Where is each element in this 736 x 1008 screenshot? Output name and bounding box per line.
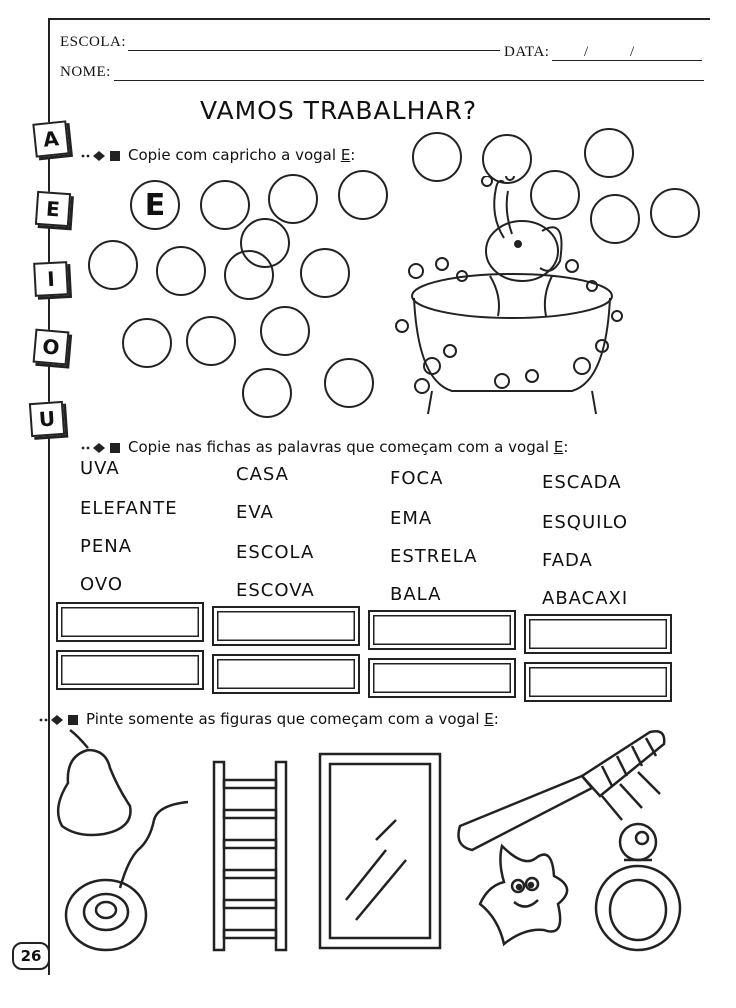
instruction-copy-words: Copie nas fichas as palavras que começam com a vogal E: [80,438,568,456]
copy-circle[interactable] [412,132,462,182]
answer-slot[interactable] [368,658,516,698]
word: PENA [80,536,133,557]
vowel-card-e: E [35,191,71,227]
answer-slot[interactable] [212,606,360,646]
bullet-icon [80,441,124,455]
word: EMA [390,508,433,529]
school-field[interactable] [128,50,500,51]
word: UVA [80,458,120,479]
word: ESCADA [542,472,622,493]
mirror-figure[interactable] [316,750,444,952]
instruction-paint-figures: Pinte somente as figuras que começam com a vogal E: [38,710,499,728]
copy-circle[interactable] [200,180,250,230]
vowel-highlight: E [553,438,564,456]
answer-slot[interactable] [56,650,204,690]
instruction-copy-vowel: Copie com capricho a vogal E: [80,146,355,164]
page-number: 26 [12,942,50,970]
answer-slot[interactable] [524,662,672,702]
copy-circle[interactable] [156,246,206,296]
vowel-highlight: E [340,146,351,164]
page-title: VAMOS TRABALHAR? [200,96,478,125]
copy-circle[interactable] [338,170,388,220]
copy-circle[interactable] [224,250,274,300]
star-figure[interactable] [474,838,584,950]
word: ESQUILO [542,512,629,533]
name-field[interactable] [114,80,704,81]
answer-slot[interactable] [368,610,516,650]
copy-circle[interactable] [324,358,374,408]
vowel-card-i: I [33,261,69,297]
answer-slot[interactable] [212,654,360,694]
word: ELEFANTE [80,498,178,519]
copy-circle[interactable] [260,306,310,356]
school-label: ESCOLA: [60,34,127,50]
vowel-card-u: U [29,401,65,437]
vowel-card-a: A [32,120,69,157]
copy-circle[interactable] [186,316,236,366]
copy-circle[interactable] [88,240,138,290]
answer-slot[interactable] [56,602,204,642]
copy-circle[interactable] [122,318,172,368]
copy-circle[interactable] [650,188,700,238]
date-field[interactable] [552,60,702,61]
ladder-figure[interactable] [210,758,294,954]
word: ESTRELA [390,546,478,567]
bullet-icon [38,713,82,727]
word: BALA [390,584,442,605]
bullet-icon [80,149,124,163]
ring-figure[interactable] [590,820,686,956]
yoyo-figure[interactable] [58,800,208,960]
copy-circle[interactable] [268,174,318,224]
name-label: NOME: [60,64,111,80]
date-separator: / [584,44,589,60]
sample-letter-circle: E [130,180,180,230]
word: ESCOVA [236,580,315,601]
vowel-card-o: O [33,329,70,366]
date-label: DATA: [504,44,550,60]
elephant-bath-illustration [392,176,632,424]
word: FOCA [390,468,444,489]
word: ABACAXI [542,588,629,609]
word: OVO [80,574,124,595]
word: CASA [236,464,289,485]
word: EVA [236,502,274,523]
copy-circle[interactable] [242,368,292,418]
copy-circle[interactable] [300,248,350,298]
word: FADA [542,550,593,571]
answer-slot[interactable] [524,614,672,654]
word: ESCOLA [236,542,315,563]
vowel-highlight: E [484,710,494,728]
date-separator: / [630,44,635,60]
copy-circle[interactable] [584,128,634,178]
